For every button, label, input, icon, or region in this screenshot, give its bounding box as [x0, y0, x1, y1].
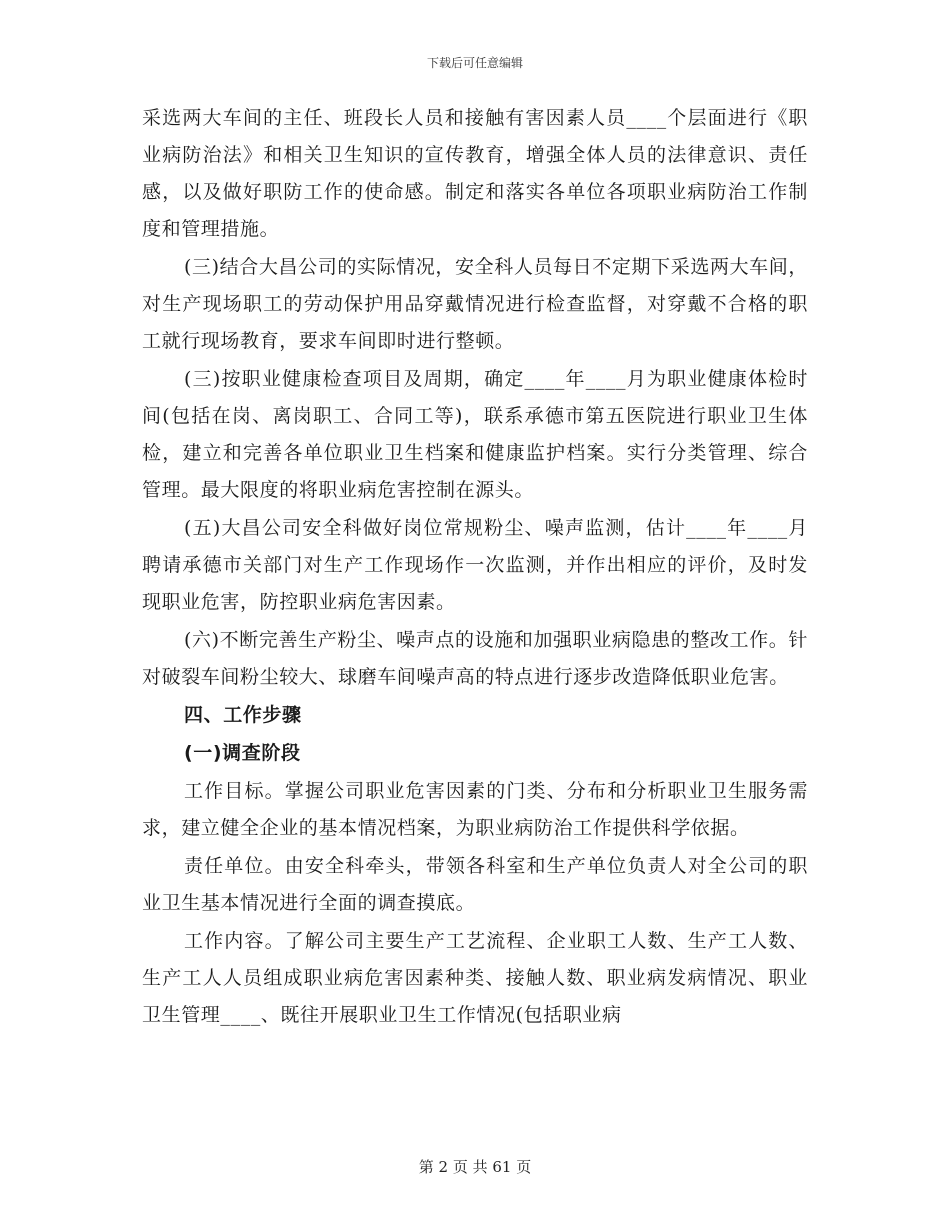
page-number: 第 2 页 共 61 页 [418, 1158, 532, 1176]
body-paragraph: (六)不断完善生产粉尘、噪声点的设施和加强职业病隐患的整改工作。针对破裂车间粉尘较大、球磨车间噪声高的特点进行逐步改造降低职业危害。 [142, 629, 808, 688]
body-paragraph: (三)结合大昌公司的实际情况，安全科人员每日不定期下采选两大车间，对生产现场职工的劳动保护用品穿戴情况进行检查监督，对穿戴不合格的职工就行现场教育，要求车间即时进行整顿。 [142, 256, 808, 352]
body-paragraph: 采选两大车间的主任、班段长人员和接触有害因素人员____个层面进行《职业病防治法》和相关卫生知识的宣传教育，增强全体人员的法律意识、责任感，以及做好职防工作的使命感。制定和落实各单位各项职业病防治工作制度和管理措施。 [142, 107, 808, 240]
page-header-note: 下载后可任意编辑 [426, 56, 523, 70]
body-paragraph: 工作内容。了解公司主要生产工艺流程、企业职工人数、生产工人数、生产工人人员组成职业病危害因素种类、接触人数、职业病发病情况、职业卫生管理____、既往开展职业卫生工作情况(包括职业病 [142, 930, 808, 1026]
section-heading: (一)调查阶段 [184, 742, 301, 764]
document-body [142, 100, 808, 1035]
section-heading: 四、工作步骤 [184, 704, 302, 726]
body-paragraph: 责任单位。由安全科牵头，带领各科室和生产单位负责人对全公司的职业卫生基本情况进行全面的调查摸底。 [142, 855, 808, 914]
body-paragraph: 工作目标。掌握公司职业危害因素的门类、分布和分析职业卫生服务需求，建立健全企业的基本情况档案，为职业病防治工作提供科学依据。 [142, 780, 808, 839]
body-paragraph: (五)大昌公司安全科做好岗位常规粉尘、噪声监测，估计____年____月聘请承德市关部门对生产工作现场作一次监测，并作出相应的评价，及时发现职业危害，防控职业病危害因素。 [142, 517, 808, 613]
body-paragraph: (三)按职业健康检查项目及周期，确定____年____月为职业健康体检时间(包括在岗、离岗职工、合同工等)，联系承德市第五医院进行职业卫生体检，建立和完善各单位职业卫生档案和健康监护档案。实行分类管理、综合管理。最大限度的将职业病危害控制在源头。 [142, 368, 808, 501]
